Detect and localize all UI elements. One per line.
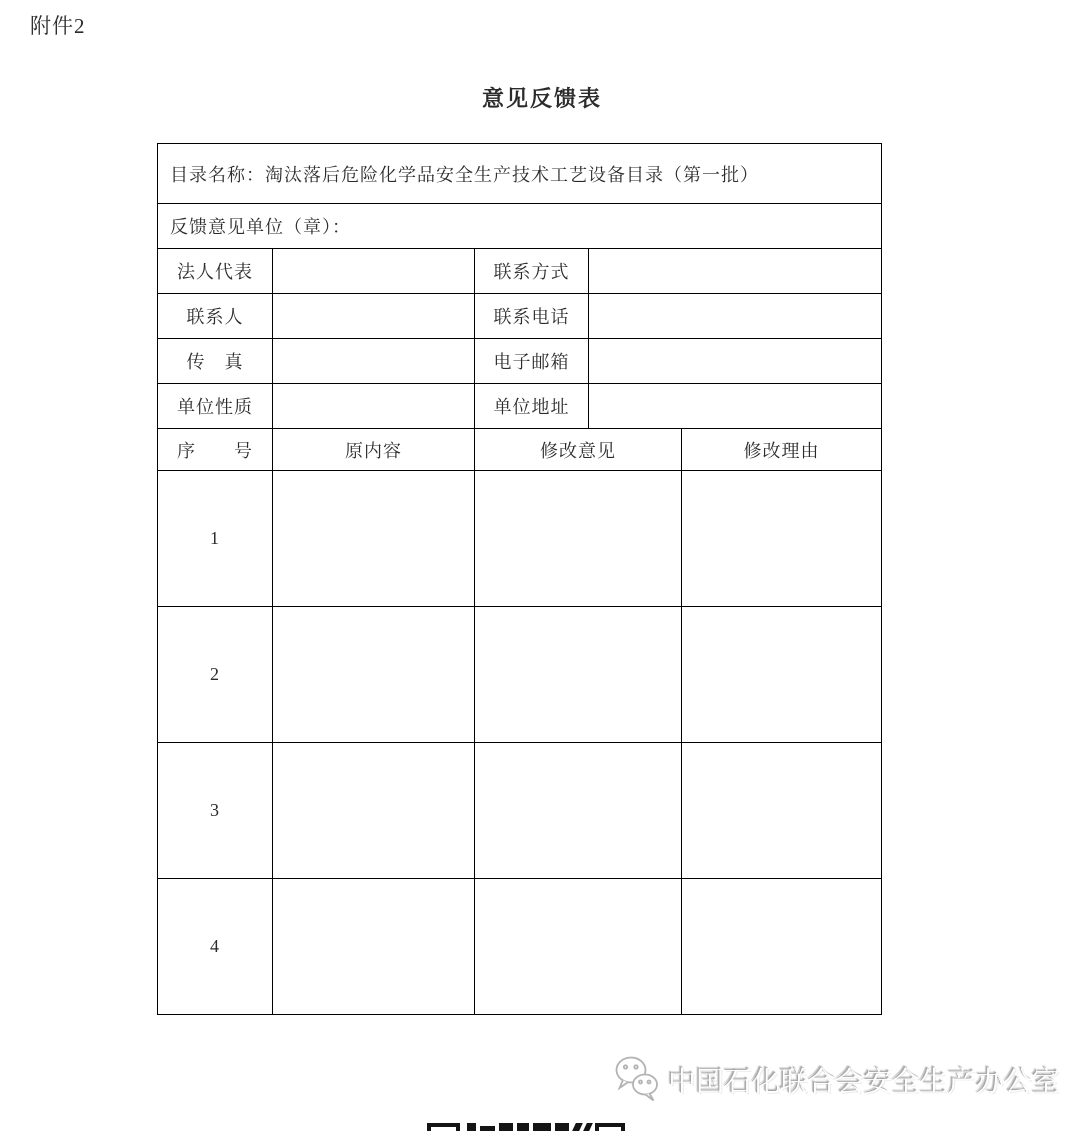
fax-label: 传 真: [158, 339, 273, 384]
col-header-reason: 修改理由: [682, 429, 882, 471]
cutoff-bottom-graphic: [427, 1123, 612, 1131]
legal-rep-label: 法人代表: [158, 249, 273, 294]
contact-method-value-cell: [589, 249, 882, 294]
col-header-index: 序 号: [158, 429, 273, 471]
table-row-legal-rep: [158, 249, 882, 294]
item-original-cell: [273, 743, 475, 879]
table-row-catalog: [158, 144, 882, 204]
unit-address-label: 单位地址: [475, 384, 589, 429]
feedback-unit-cell: 反馈意见单位（章）：: [158, 204, 882, 249]
watermark-text: 中国石化联合会安全生产办公室: [668, 1067, 1061, 1098]
catalog-name-cell: 目录名称：淘汰落后危险化学品安全生产技术工艺设备目录（第一批）: [158, 144, 882, 204]
unit-address-value-cell: [589, 384, 882, 429]
item-reason-cell: [682, 471, 882, 607]
contact-method-label: 联系方式: [475, 249, 589, 294]
table-row-unit: [158, 204, 882, 249]
item-suggestion-cell: [475, 743, 682, 879]
table-row-unit-type: [158, 384, 882, 429]
item-original-cell: [273, 607, 475, 743]
table-row-item-4: [158, 879, 882, 1015]
unit-type-value-cell: [273, 384, 475, 429]
item-reason-cell: [682, 607, 882, 743]
table-row-column-headers: [158, 429, 882, 471]
item-suggestion-cell: [475, 607, 682, 743]
col-header-original: 原内容: [273, 429, 475, 471]
item-original-cell: [273, 471, 475, 607]
table-row-item-1: [158, 471, 882, 607]
table-row-contact-person: [158, 294, 882, 339]
contact-person-label: 联系人: [158, 294, 273, 339]
table-row-item-3: [158, 743, 882, 879]
wechat-logo-icon: [612, 1054, 662, 1106]
attachment-label: 附件2: [30, 14, 86, 38]
email-value-cell: [589, 339, 882, 384]
email-label: 电子邮箱: [475, 339, 589, 384]
item-index-cell: 1: [158, 471, 273, 607]
legal-rep-value-cell: [273, 249, 475, 294]
feedback-form-table: [157, 143, 882, 1015]
contact-person-value-cell: [273, 294, 475, 339]
item-suggestion-cell: [475, 471, 682, 607]
contact-phone-label: 联系电话: [475, 294, 589, 339]
item-original-cell: [273, 879, 475, 1015]
page-title: 意见反馈表: [481, 86, 602, 111]
table-row-item-2: [158, 607, 882, 743]
unit-type-label: 单位性质: [158, 384, 273, 429]
item-reason-cell: [682, 879, 882, 1015]
footer-watermark: [612, 1054, 1060, 1106]
item-index-cell: 3: [158, 743, 273, 879]
contact-phone-value-cell: [589, 294, 882, 339]
item-index-cell: 4: [158, 879, 273, 1015]
item-reason-cell: [682, 743, 882, 879]
fax-value-cell: [273, 339, 475, 384]
col-header-suggestion: 修改意见: [475, 429, 682, 471]
table-row-fax: [158, 339, 882, 384]
item-index-cell: 2: [158, 607, 273, 743]
item-suggestion-cell: [475, 879, 682, 1015]
